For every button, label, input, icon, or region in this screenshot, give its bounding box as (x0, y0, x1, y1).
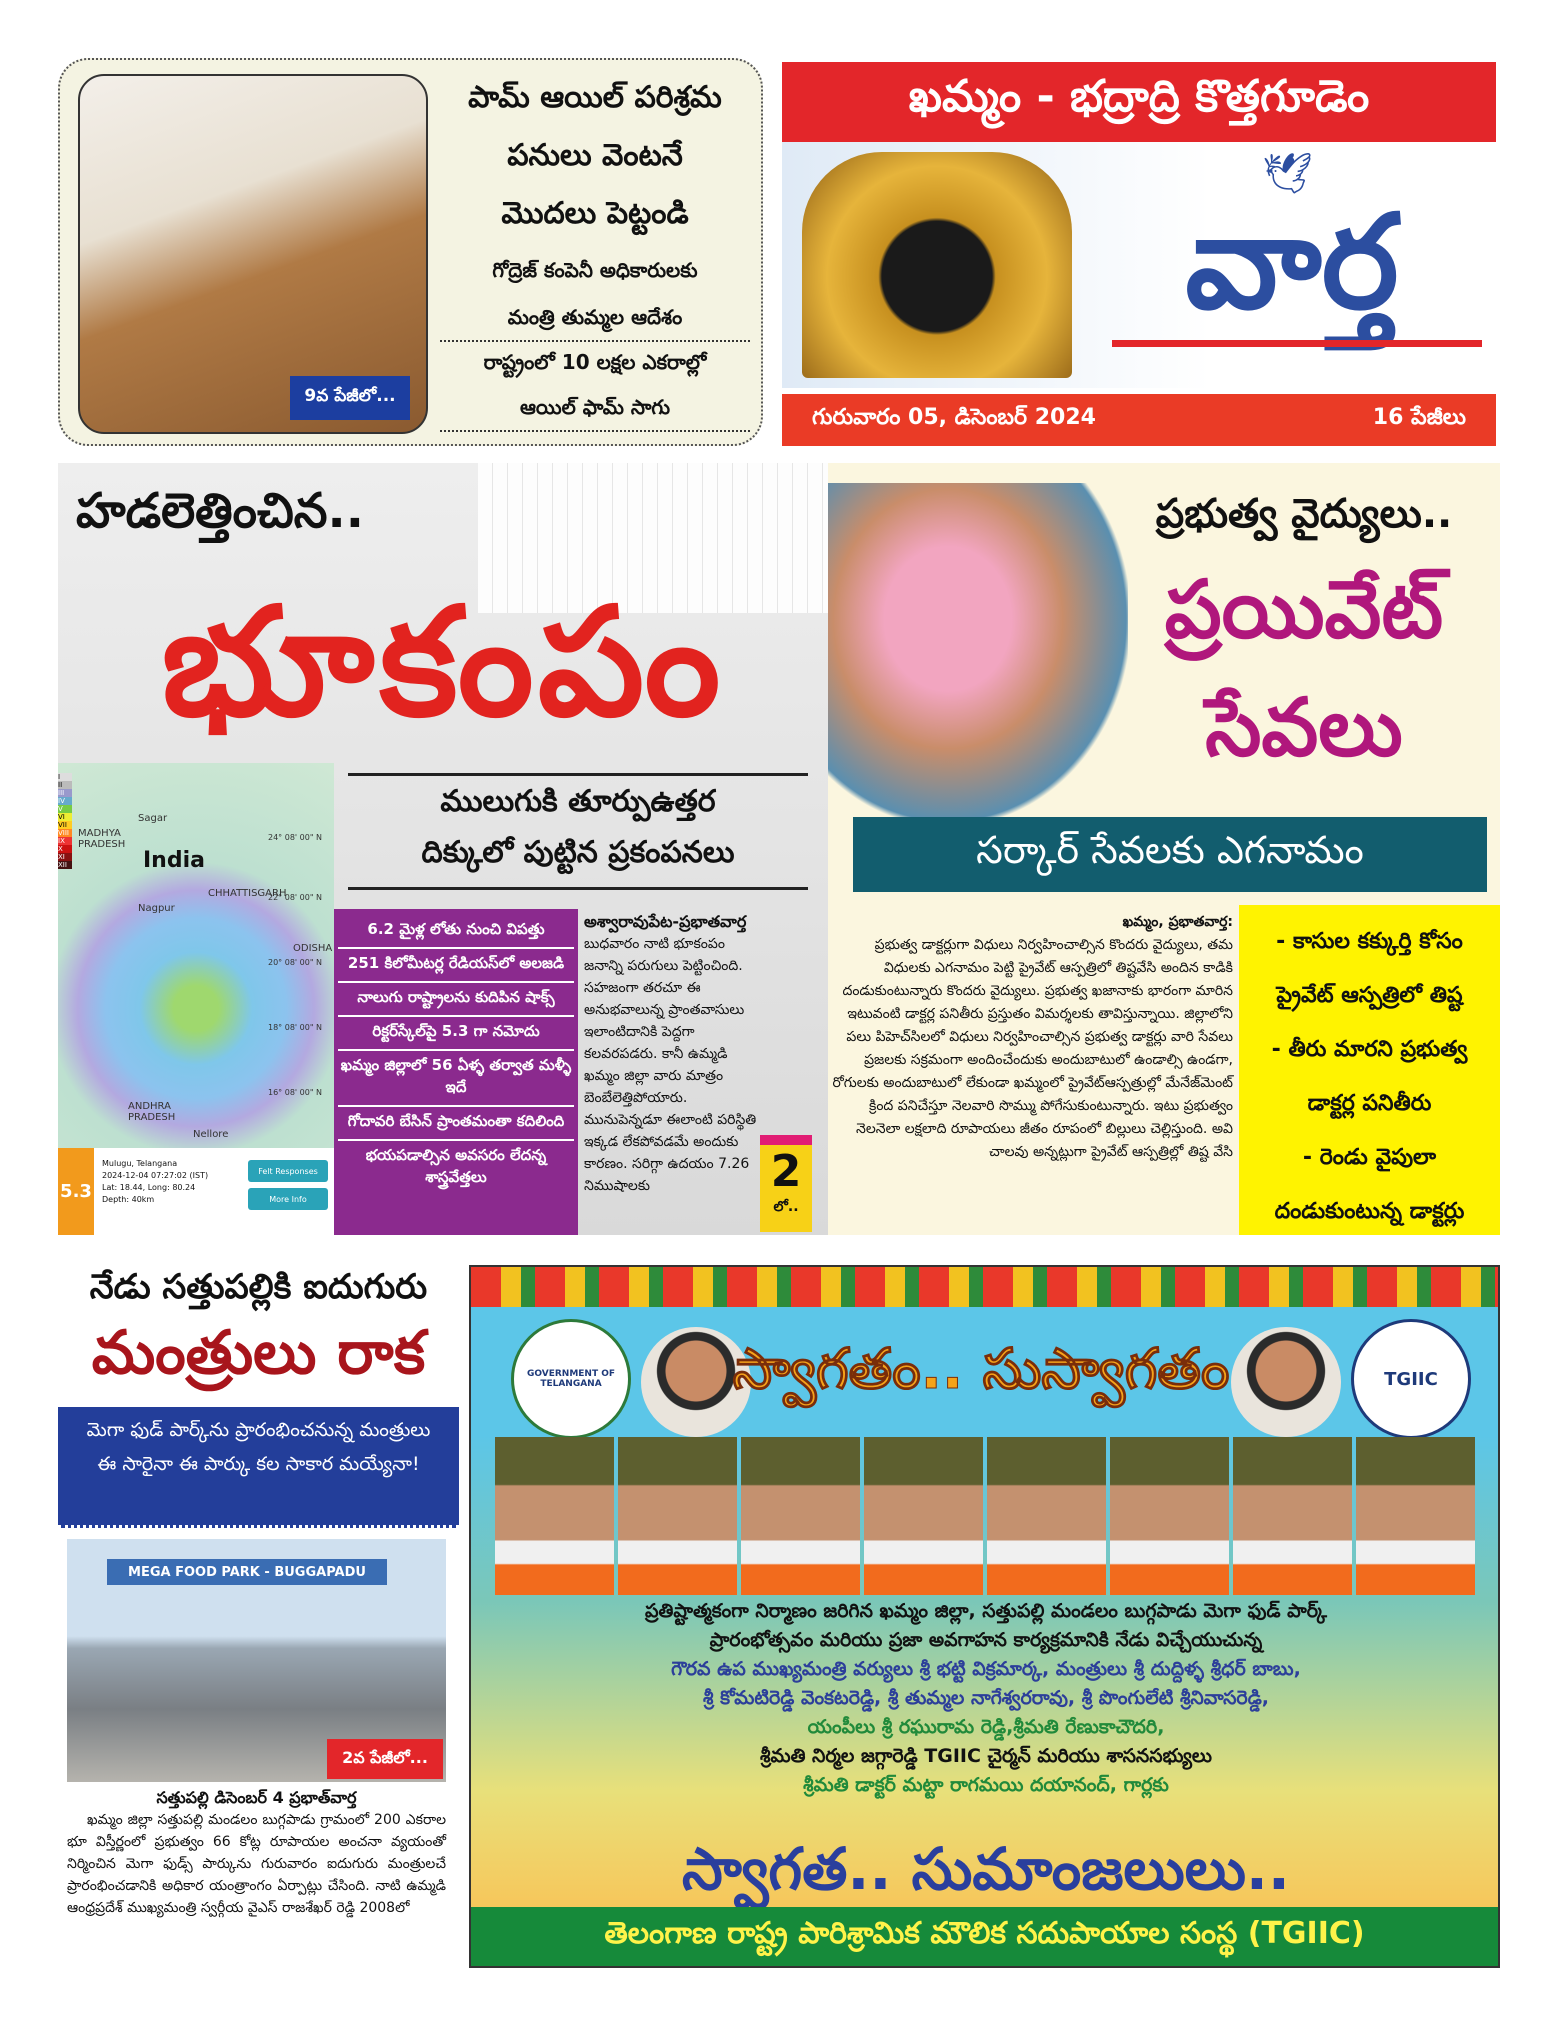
deity-image (802, 152, 1072, 378)
page-count: 16 పేజీలు (1372, 405, 1466, 430)
doctors-headline-1[interactable]: ప్రయివేట్ (1164, 563, 1444, 656)
quake-details: Mulugu, Telangana 2024-12-04 07:27:02 (IST) Lat: 18.44, Long: 80.24 Depth: 40km (102, 1159, 209, 1204)
meeting-photo (78, 74, 428, 434)
logo-underline (1112, 340, 1482, 347)
teaser-headline-1: పామ్ ఆయిల్ పరిశ్రమ (468, 80, 722, 115)
teaser-sub-2: మంత్రి తుమ్మల ఆదేశం (440, 305, 750, 342)
dove-icon: 🕊 (1262, 151, 1313, 197)
lat-tick: 16° 08' 00" N (268, 1088, 323, 1097)
quake-map (58, 763, 334, 1235)
gate-sign: MEGA FOOD PARK - BUGGAPADU (107, 1559, 387, 1585)
earthquake-story (58, 463, 828, 1235)
intensity-scale: I II III IV V VI VII VIII IX X XI XII (58, 773, 72, 869)
teaser-headline-2: పనులు వెంటనే (507, 138, 683, 173)
magnitude-badge: 5.3 (58, 1148, 94, 1235)
map-label: Nellore (193, 1129, 229, 1140)
map-label: CHHATTISGARH (208, 888, 287, 899)
quake-info-card (58, 1148, 334, 1235)
minister-portrait (495, 1437, 614, 1595)
foodpark-dateline: సత్తుపల్లి డిసెంబర్ 4 ప్రభాత్‌వార్త (156, 1788, 357, 1807)
more-info-button[interactable]: More Info (248, 1188, 328, 1210)
map-label: Sagar (138, 813, 168, 824)
tgiic-logo: TGIIC (1351, 1319, 1471, 1439)
edition-banner: ఖమ్మం - భద్రాద్రి కొత్తగూడెం (782, 62, 1496, 142)
ad-welcome-title: స్వాగతం.. సుస్వాగతం (732, 1337, 1230, 1402)
map-label: ANDHRA PRADESH (128, 1101, 176, 1123)
teaser-headline-3: మొదలు పెట్టండి (501, 196, 689, 231)
money-stethoscope-photo (828, 483, 1128, 823)
minister-portrait (741, 1437, 860, 1595)
masthead-logo-area[interactable] (782, 142, 1496, 388)
lat-tick: 22° 08' 00" N (268, 893, 323, 902)
felt-responses-button[interactable]: Felt Responses (248, 1160, 328, 1182)
minister-portrait (1356, 1437, 1475, 1595)
doctors-kicker: ప్రభుత్వ వైద్యులు.. (1155, 491, 1453, 537)
doctors-highlights: - కాసుల కక్కుర్తి కోసం ప్రైవేట్ ఆస్పత్రిలో తిష్ట - తీరు మారని ప్రభుత్వ డాక్టర్ల పనితీరు - రెండు వైపులా దండుకుంటున్న డాక్టర్లు (1239, 905, 1500, 1235)
minister-portrait (987, 1437, 1106, 1595)
doctors-subhead-bar: సర్కార్ సేవలకు ఎగనామం (853, 817, 1487, 892)
foodpark-headline[interactable]: మంత్రులు రాక (91, 1318, 426, 1388)
lat-tick: 18° 08' 00" N (268, 1023, 323, 1032)
teaser-box[interactable] (58, 58, 763, 446)
page-ref-tag[interactable]: 9వ పేజీలో... (290, 376, 410, 420)
teaser-sub-1: గోద్రెజ్ కంపెనీ అధికారులకు (492, 258, 698, 282)
garland-decoration (471, 1267, 1498, 1307)
map-country: India (143, 848, 205, 873)
doctors-headline-2[interactable]: సేవలు (1205, 681, 1403, 774)
ad-invitation-text: ప్రతిష్టాత్మకంగా నిర్మాణం జరిగిన ఖమ్మం జిల్లా, సత్తుపల్లి మండలం బుగ్గపాడు మెగా ఫుడ్ పార్క్ ప్రారంభోత్సవం మరియు ప్రజా అవగాహన కార్యక్రమానికి నేడు విచ్చేయుచున్న గౌరవ ఉప ముఖ్యమంత్రి వర్యులు శ్రీ భట్టి విక్రమార్క, మంత్రులు శ్రీ దుద్దిళ్ళ శ్రీధర్ బాబు, శ్రీ కోమటిరెడ్డి వెంకటరెడ్డి, శ్రీ తుమ్మల నాగేశ్వరరావు, శ్రీ పొంగులేటి శ్రీనివాసరెడ్డి, యంపీలు శ్రీ రఘురామ రెడ్డి,శ్రీమతి రేణుకాచౌదరి, శ్రీమతి నిర్మల జగ్గారెడ్డి TGIIC చైర్మన్ మరియు శాసనసభ్యులు శ్రీమతి డాక్టర్ మట్టా రాగమయి దయానంద్, గార్లకు (645, 1600, 1327, 1796)
ministers-portraits (495, 1437, 1475, 1595)
quake-body: అశ్వారావుపేట-ప్రభాతవార్త బుధవారం నాటి భూకంపం జనాన్ని పరుగులు పెట్టించింది. సహజంగా తరచూ ఈ అనుభవాలున్న ప్రాంతవాసులు ఇలాంటిదానికి పెద్దగా కలవరపడరు. కానీ ఉమ్మడి ఖమ్మం జిల్లా వారు మాత్రం బెంబేలెత్తిపోయారు. మునుపెన్నడూ ఈలాంటి పరిస్థితి ఇక్కడ లేకపోవడమే అందుకు కారణం. సరిగ్గా ఉదయం 7.26 నిముషాలకు (584, 911, 764, 1197)
doctors-body: ఖమ్మం, ప్రభాతవార్త: ప్రభుత్వ డాక్టర్లుగా విధులు నిర్వహించాల్సిన కొందరు వైద్యులు, తమ విధులకు ఎగనామం పెట్టి ప్రైవేట్ ఆస్పత్రిలో తిష్టవేసి అందిన కాడికి దండుకుంటున్నారు కొందరు వైద్యులు. ప్రభుత్వ ఖజానాకు భారంగా మారిన ఇటువంటి డాక్టర్ల పనితీరు ప్రస్తుతం విమర్శలకు తావిస్తున్నాయి. జిల్లాలోని పలు పిహెచ్‌సిలలో విధులు నిర్వహించాల్సిన ప్రభుత్వ డాక్టర్లు వారి సేవలు ప్రజలకు సక్రమంగా అందించేందుకు అందుబాటులో ఉండాల్సి ఉండగా, రోగులకు అందుబాటులో లేకుండా ఖమ్మంలో ప్రైవేట్‌ఆస్పత్రుల్లో మేనేజ్‌మెంట్ క్రింద పనిచేస్తూ నెలవారి సొమ్ము పోగేసుకుంటున్నారు. ఇటు ప్రభుత్వం నెలనెలా లక్షలాది రూపాయలు జీతం రూపంలో బిల్లులు చెల్లిస్తుంది. అవి చాలవు అన్నట్లుగా ప్రైవేట్ ఆస్పత్రిల్లో తిష్ట వేసి (828, 911, 1233, 1164)
continued-page-2-tag[interactable]: 2 లో.. (760, 1135, 812, 1232)
date-bar (782, 394, 1496, 446)
tgiic-advertisement[interactable] (469, 1265, 1500, 1968)
lat-tick: 20° 08' 00" N (268, 958, 323, 967)
doctors-story (828, 463, 1500, 1235)
newspaper-logo: వార్త (1185, 186, 1399, 338)
minister-portrait (1233, 1437, 1352, 1595)
teaser-sub-3: రాష్ట్రంలో 10 లక్షల ఎకరాల్లో (483, 350, 707, 374)
quake-subhead-2: దిక్కులో పుట్టిన ప్రకంపనలు (348, 835, 808, 890)
foodpark-kicker: నేడు సత్తుపల్లికి ఐదుగురు (89, 1267, 428, 1307)
page-ref-tag[interactable]: 2వ పేజీలో... (327, 1739, 443, 1779)
quake-subhead-1: ములుగుకి తూర్పుఉత్తర (348, 773, 808, 826)
quake-highlights: 6.2 మైళ్ల లోతు నుంచి విపత్తు 251 కిలోమీటర్ల రేడియస్‌లో అలజడి నాలుగు రాష్ట్రాలను కుదిపిన షాక్స్ రిక్టర్‌స్కేల్‌పై 5.3 గా నమోదు ఖమ్మం జిల్లాలో 56 ఏళ్ళ తర్వాత మళ్ళీ ఇదే గోదావరి బేసిన్ ప్రాంతమంతా కదిలింది భయపడాల్సిన అవసరం లేదన్న శాస్త్రవేత్తలు (334, 909, 578, 1235)
issue-date: గురువారం 05, డిసెంబర్ 2024 (812, 405, 1096, 430)
quake-kicker: హడలెత్తించిన.. (76, 483, 364, 539)
foodpark-deck: మెగా ఫుడ్ పార్క్‌ను ప్రారంభించనున్న మంత్రులు ఈ సారైనా ఈ పార్కు కల సాకార మయ్యేనా! (58, 1407, 459, 1528)
quake-headline[interactable]: భూకంపం (161, 576, 725, 750)
foodpark-body: సత్తుపల్లి డిసెంబర్ 4 ప్రభాత్‌వార్త ఖమ్మం జిల్లా సత్తుపల్లి మండలం బుగ్గపాడు గ్రామంలో 200 ఎకరాల భూ విస్తీర్ణంలో ప్రభుత్వం 66 కోట్ల రూపాయల అంచనా వ్యయంతో నిర్మించిన మెగా ఫుడ్స్ పార్కును గురువారం ఐదుగురు మంత్రులచే ప్రారంభించడానికి అధికార యంత్రాంగం ఏర్పాట్లు చేసింది. నాటి ఉమ్మడి ఆంధ్రప్రదేశ్ ముఖ్యమంత్రి స్వర్గీయ వైఎస్ రాజశేఖర్ రెడ్డి 2008లో (67, 1788, 446, 1916)
map-label: Nagpur (138, 903, 175, 914)
teaser-sub-4: ఆయిల్ ఫామ్ సాగు (440, 395, 750, 432)
lat-tick: 24° 08' 00" N (268, 833, 323, 842)
minister-portrait (1110, 1437, 1229, 1595)
minister-portrait (618, 1437, 737, 1595)
quake-dateline: అశ్వారావుపేట-ప్రభాతవార్త (584, 912, 747, 931)
ad-greeting: స్వాగత.. సుమాంజలులు.. (682, 1835, 1290, 1903)
ad-footer-banner: తెలంగాణ రాష్ట్ర పారిశ్రామిక మౌలిక సదుపాయాల సంస్థ (TGIIC) (471, 1907, 1498, 1966)
leader-portrait (1231, 1327, 1341, 1437)
map-label: MADHYA PRADESH (78, 828, 126, 850)
food-park-gate-photo (67, 1539, 446, 1782)
minister-portrait (864, 1437, 983, 1595)
telangana-emblem: GOVERNMENT OF TELANGANA (511, 1319, 631, 1439)
map-label: ODISHA (293, 943, 333, 954)
doctors-dateline: ఖమ్మం, ప్రభాతవార్త: (1122, 914, 1233, 930)
